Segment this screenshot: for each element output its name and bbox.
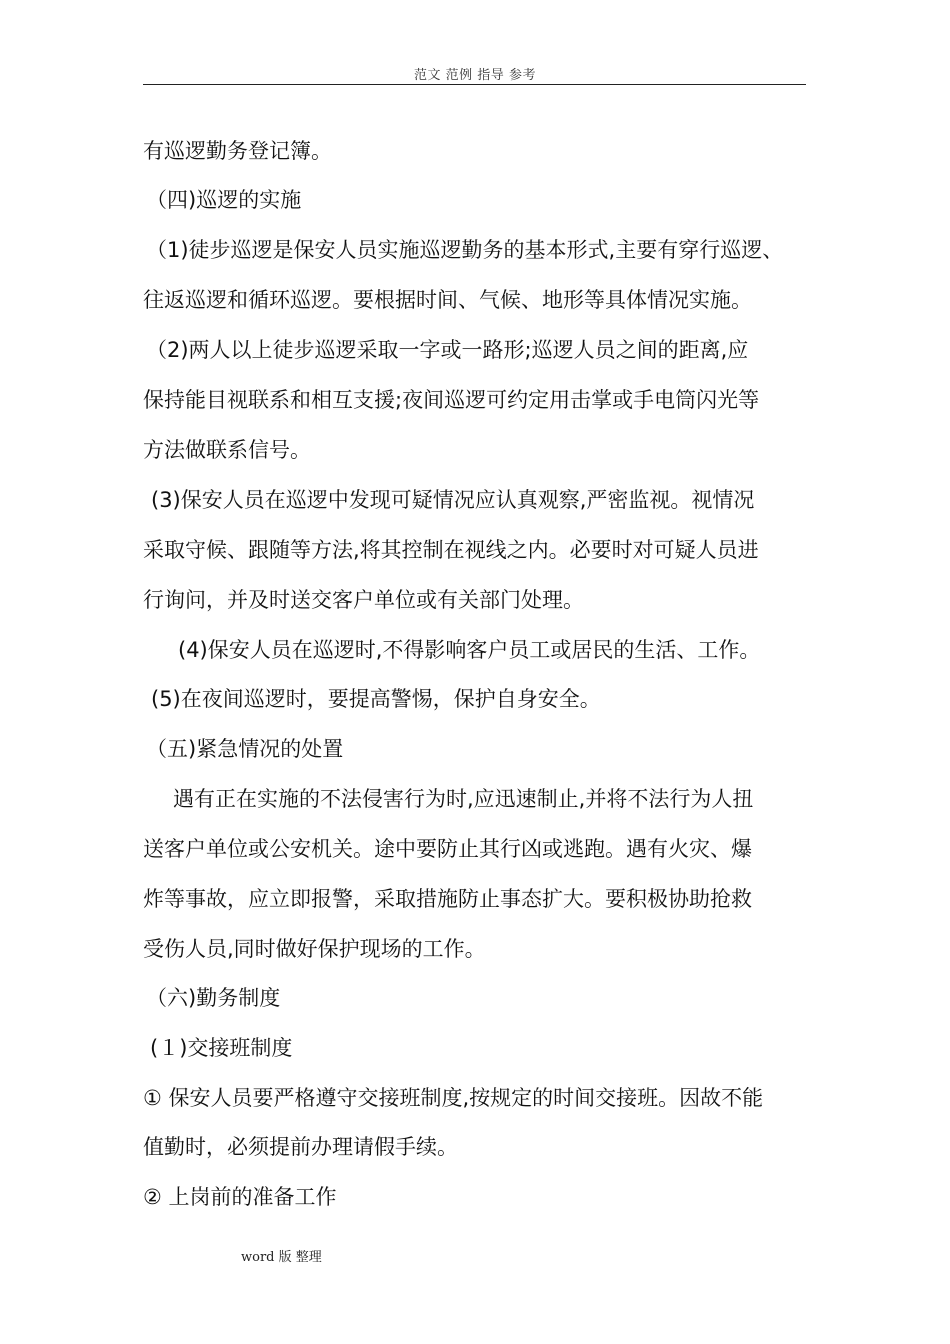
page-header: 范文 范例 指导 参考 bbox=[414, 68, 536, 83]
body-line-5: （2)两人以上徒步巡逻采取一字或一路形;巡逻人员之间的距离,应 bbox=[146, 338, 749, 362]
body-line-15: 送客户单位或公安机关。途中要防止其行凶或逃跑。遇有火灾、爆 bbox=[143, 837, 752, 861]
section-heading-5: （五)紧急情况的处置 bbox=[146, 737, 344, 761]
body-line-11: (4)保安人员在巡逻时,不得影响客户员工或居民的生活、工作。 bbox=[178, 638, 761, 662]
body-line-3: （1)徒步巡逻是保安人员实施巡逻勤务的基本形式,主要有穿行巡逻、 bbox=[146, 238, 784, 262]
body-line-22: ② 上岗前的准备工作 bbox=[143, 1185, 337, 1209]
body-line-6: 保持能目视联系和相互支援;夜间巡逻可约定用击掌或手电筒闪光等 bbox=[143, 388, 760, 412]
body-line-4: 往返巡逻和循环巡逻。要根据时间、气候、地形等具体情况实施。 bbox=[143, 288, 752, 312]
section-heading-6: （六)勤务制度 bbox=[146, 986, 281, 1010]
body-line-12: (5)在夜间巡逻时，要提高警惕，保护自身安全。 bbox=[151, 687, 601, 711]
body-line-16: 炸等事故，应立即报警，采取措施防止事态扩大。要积极协助抢救 bbox=[143, 887, 752, 911]
body-line-20: ① 保安人员要严格遵守交接班制度,按规定的时间交接班。因故不能 bbox=[143, 1086, 764, 1110]
body-line-14: 遇有正在实施的不法侵害行为时,应迅速制止,并将不法行为人扭 bbox=[173, 787, 754, 811]
section-heading-4: （四)巡逻的实施 bbox=[146, 188, 302, 212]
header-divider bbox=[143, 84, 806, 85]
body-line-21: 值勤时，必须提前办理请假手续。 bbox=[143, 1135, 458, 1159]
body-line-8: (3)保安人员在巡逻中发现可疑情况应认真观察,严密监视。视情况 bbox=[151, 488, 755, 512]
subsection-heading-1: (１)交接班制度 bbox=[150, 1036, 293, 1060]
body-line-17: 受伤人员,同时做好保护现场的工作。 bbox=[143, 937, 486, 961]
body-line-7: 方法做联系信号。 bbox=[143, 438, 311, 462]
page-footer: word 版 整理 bbox=[241, 1250, 322, 1265]
body-line-9: 采取守候、跟随等方法,将其控制在视线之内。必要时对可疑人员进 bbox=[143, 538, 759, 562]
body-line-1: 有巡逻勤务登记簿。 bbox=[143, 139, 332, 163]
body-line-10: 行询问，并及时送交客户单位或有关部门处理。 bbox=[143, 588, 584, 612]
